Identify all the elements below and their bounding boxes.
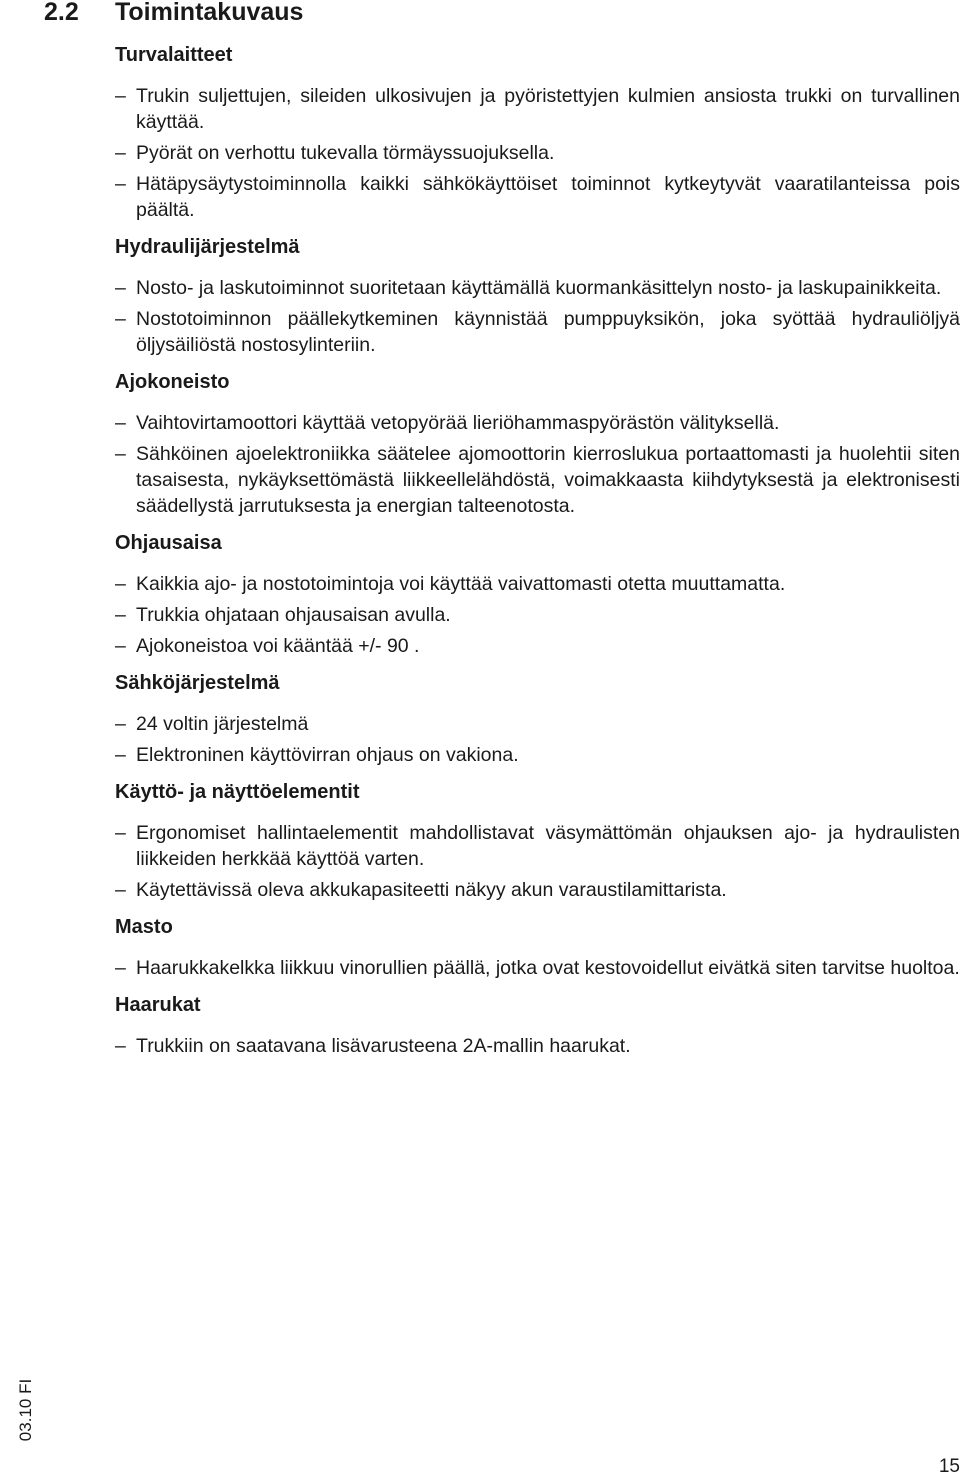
subsection-ajokoneisto — [115, 369, 960, 519]
dash-marker: – — [115, 879, 126, 901]
dash-marker: – — [115, 822, 126, 844]
list-item — [115, 441, 960, 519]
page-number: 15 — [938, 1456, 960, 1477]
dash-marker: – — [115, 443, 126, 465]
subsection-heading: Haarukat — [115, 994, 201, 1016]
dash-marker: – — [115, 173, 126, 195]
dash-marker: – — [115, 277, 126, 299]
list-item-text: Trukkia ohjataan ohjausaisan avulla. — [136, 604, 451, 626]
section-heading — [44, 0, 303, 28]
subsection-heading: Ajokoneisto — [115, 371, 230, 393]
bullet-list — [115, 83, 960, 223]
list-item — [115, 742, 960, 768]
list-item-text: Haarukkakelkka liikkuu vinorullien päällä, jotka ovat kestovoidellut eivätkä siten tarvitse huoltoa. — [136, 957, 960, 979]
dash-marker: – — [115, 412, 126, 434]
dash-marker: – — [115, 744, 126, 766]
subsection-heading: Turvalaitteet — [115, 44, 233, 66]
bullet-list — [115, 711, 960, 768]
list-item — [115, 820, 960, 872]
list-item — [115, 571, 960, 597]
list-item — [115, 711, 960, 737]
section-number: 2.2 — [44, 0, 79, 26]
list-item-text: Vaihtovirtamoottori käyttää vetopyörää lieriöhammaspyörästön välityksellä. — [136, 412, 780, 434]
list-item — [115, 306, 960, 358]
list-item-text: Kaikkia ajo- ja nostotoimintoja voi käyttää vaivattomasti otetta muuttamatta. — [136, 573, 786, 595]
bullet-list — [115, 1033, 960, 1059]
list-item-text: Trukin suljettujen, sileiden ulkosivujen ja pyöristettyjen kulmien ansiosta trukki on turvallinen käyttää. — [136, 85, 960, 133]
dash-marker: – — [115, 573, 126, 595]
subsection-hydraulijarjestelma — [115, 234, 960, 358]
list-item — [115, 410, 960, 436]
subsection-sahkojarjestelma — [115, 670, 960, 768]
bullet-list — [115, 820, 960, 903]
subsection-masto — [115, 914, 960, 981]
bullet-list — [115, 571, 960, 659]
subsection-heading: Hydraulijärjestelmä — [115, 236, 300, 258]
list-item-text: Elektroninen käyttövirran ohjaus on vakiona. — [136, 744, 519, 766]
list-item-text: Ajokoneistoa voi kääntää +/- 90 . — [136, 635, 420, 657]
list-item — [115, 140, 960, 166]
subsection-turvalaitteet — [115, 42, 960, 223]
list-item — [115, 171, 960, 223]
section-title: Toimintakuvaus — [115, 0, 304, 26]
dash-marker: – — [115, 713, 126, 735]
subsection-kaytto-ja-nayttoelementit — [115, 779, 960, 903]
document-body — [115, 42, 960, 1070]
dash-marker: – — [115, 957, 126, 979]
subsection-haarukat — [115, 992, 960, 1059]
list-item-text: Trukkiin on saatavana lisävarusteena 2A-mallin haarukat. — [136, 1035, 631, 1057]
list-item-text: Pyörät on verhottu tukevalla törmäyssuojuksella. — [136, 142, 555, 164]
subsection-heading: Käyttö- ja näyttöelementit — [115, 781, 360, 803]
list-item — [115, 83, 960, 135]
list-item — [115, 275, 960, 301]
list-item — [115, 955, 960, 981]
list-item-text: Ergonomiset hallintaelementit mahdollistavat väsymättömän ohjauksen ajo- ja hydraulisten liikkeiden herkkää käyttöä varten. — [136, 822, 960, 870]
bullet-list — [115, 955, 960, 981]
bullet-list — [115, 410, 960, 519]
list-item — [115, 1033, 960, 1059]
dash-marker: – — [115, 635, 126, 657]
list-item-text: Sähköinen ajoelektroniikka säätelee ajomoottorin kierroslukua portaattomasti ja huolehtii siten tasaisesta, nykäyksettömästä liikkeellelähdöstä, voimakkaasta kiihdytyksestä ja elektronisesti säädellystä jarrutuksesta ja energian talteenotosta. — [136, 443, 960, 517]
edition-code: 03.10 FI — [16, 1378, 35, 1442]
bullet-list — [115, 275, 960, 358]
list-item — [115, 602, 960, 628]
list-item-text: Hätäpysäytystoiminnolla kaikki sähkökäyttöiset toiminnot kytkeytyvät vaaratilanteissa pois päältä. — [136, 173, 960, 221]
subsection-heading: Masto — [115, 916, 173, 938]
subsection-heading: Sähköjärjestelmä — [115, 672, 280, 694]
subsection-ohjausaisa — [115, 530, 960, 659]
dash-marker: – — [115, 85, 126, 107]
dash-marker: – — [115, 142, 126, 164]
list-item-text: Nosto- ja laskutoiminnot suoritetaan käyttämällä kuormankäsittelyn nosto- ja laskupainikkeita. — [136, 277, 942, 299]
dash-marker: – — [115, 604, 126, 626]
list-item-text: 24 voltin järjestelmä — [136, 713, 309, 735]
dash-marker: – — [115, 308, 126, 330]
list-item-text: Käytettävissä oleva akkukapasiteetti näkyy akun varaustilamittarista. — [136, 879, 727, 901]
list-item — [115, 633, 960, 659]
subsection-heading: Ohjausaisa — [115, 532, 222, 554]
dash-marker: – — [115, 1035, 126, 1057]
list-item-text: Nostotoiminnon päällekytkeminen käynnistää pumppuyksikön, joka syöttää hydrauliöljyä öljysäiliöstä nostosylinteriin. — [136, 308, 960, 356]
list-item — [115, 877, 960, 903]
